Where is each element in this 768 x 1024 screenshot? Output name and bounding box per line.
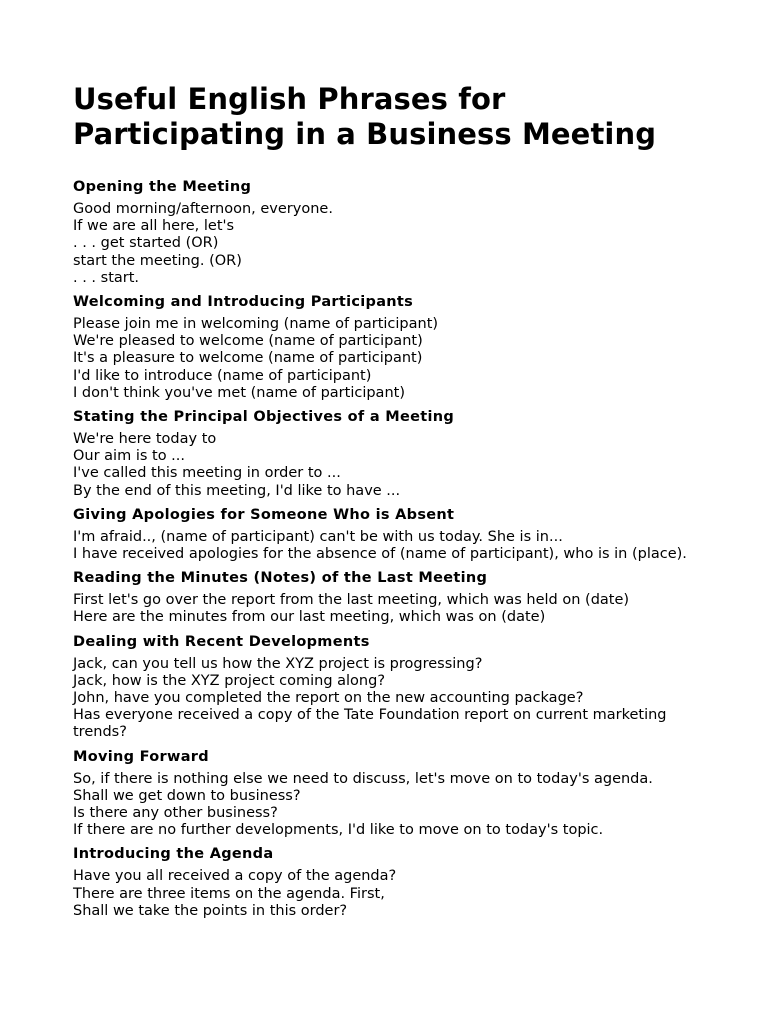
phrase-line: start the meeting. (OR): [73, 252, 242, 269]
section-giving-apologies: [73, 506, 713, 563]
phrase-list: [73, 868, 713, 920]
phrase-line: We're pleased to welcome (name of participant): [73, 333, 423, 350]
phrase-line: Our aim is to ...: [73, 448, 186, 465]
section-moving-forward: [73, 748, 713, 840]
phrase-list: [73, 201, 713, 287]
phrase-line: . . . get started (OR): [73, 235, 219, 252]
phrase-line: John, have you completed the report on the new accounting package?: [73, 690, 584, 707]
phrase-line: If there are no further developments, I'd like to move on to today's topic.: [73, 822, 604, 839]
phrase-list: [73, 592, 713, 626]
document-title-line-1: Useful English Phrases for: [73, 82, 506, 116]
section-stating-objectives: [73, 408, 713, 500]
section-introducing-agenda: [73, 845, 713, 920]
section-heading: Moving Forward: [73, 748, 209, 765]
phrase-line: Please join me in welcoming (name of participant): [73, 316, 439, 333]
phrase-list: [73, 316, 713, 402]
phrase-line: Jack, how is the XYZ project coming along?: [73, 672, 386, 689]
phrase-line: If we are all here, let's: [73, 218, 235, 235]
document-page: [73, 82, 713, 926]
phrase-list: [73, 431, 713, 500]
phrase-line: Have you all received a copy of the agenda?: [73, 868, 397, 885]
phrase-line: Here are the minutes from our last meeting, which was on (date): [73, 609, 546, 626]
phrase-line: By the end of this meeting, I'd like to have ...: [73, 482, 401, 499]
phrase-line: I'm afraid.., (name of participant) can't be with us today. She is in...: [73, 528, 563, 545]
phrase-line: We're here today to: [73, 431, 217, 448]
section-heading: Opening the Meeting: [73, 179, 252, 195]
phrase-line: I've called this meeting in order to ...: [73, 465, 341, 482]
section-heading: Introducing the Agenda: [73, 846, 274, 863]
section-heading: Giving Apologies for Someone Who is Absent: [73, 506, 455, 523]
phrase-line: I'd like to introduce (name of participant): [73, 367, 372, 384]
section-heading: Reading the Minutes (Notes) of the Last Meeting: [73, 570, 488, 587]
section-recent-developments: [73, 633, 713, 742]
document-title: [73, 82, 713, 152]
phrase-line: Has everyone received a copy of the Tate Foundation report on current marketing trends?: [73, 707, 667, 741]
phrase-line: . . . start.: [73, 269, 140, 286]
phrase-line: Good morning/afternoon, everyone.: [73, 201, 333, 217]
section-welcoming-participants: [73, 293, 713, 402]
phrase-line: First let's go over the report from the last meeting, which was held on (date): [73, 592, 630, 609]
phrase-line: Jack, can you tell us how the XYZ project is progressing?: [73, 655, 483, 672]
section-heading: Welcoming and Introducing Participants: [73, 294, 414, 311]
phrase-line: I don't think you've met (name of participant): [73, 384, 405, 401]
phrase-line: I have received apologies for the absence of (name of participant), who is in (place).: [73, 546, 687, 563]
phrase-line: It's a pleasure to welcome (name of participant): [73, 350, 423, 367]
phrase-line: Shall we take the points in this order?: [73, 902, 348, 919]
phrase-line: Is there any other business?: [73, 805, 278, 822]
phrase-list: [73, 771, 713, 840]
section-heading: Stating the Principal Objectives of a Meeting: [73, 409, 455, 426]
phrase-list: [73, 529, 713, 563]
document-title-line-2: Participating in a Business Meeting: [73, 117, 657, 151]
phrase-line: So, if there is nothing else we need to discuss, let's move on to today's agenda.: [73, 770, 653, 787]
phrase-line: Shall we get down to business?: [73, 787, 301, 804]
section-reading-minutes: [73, 569, 713, 626]
phrase-line: There are three items on the agenda. First,: [73, 885, 385, 902]
phrase-list: [73, 656, 713, 742]
section-opening-the-meeting: [73, 178, 713, 287]
section-heading: Dealing with Recent Developments: [73, 633, 370, 650]
